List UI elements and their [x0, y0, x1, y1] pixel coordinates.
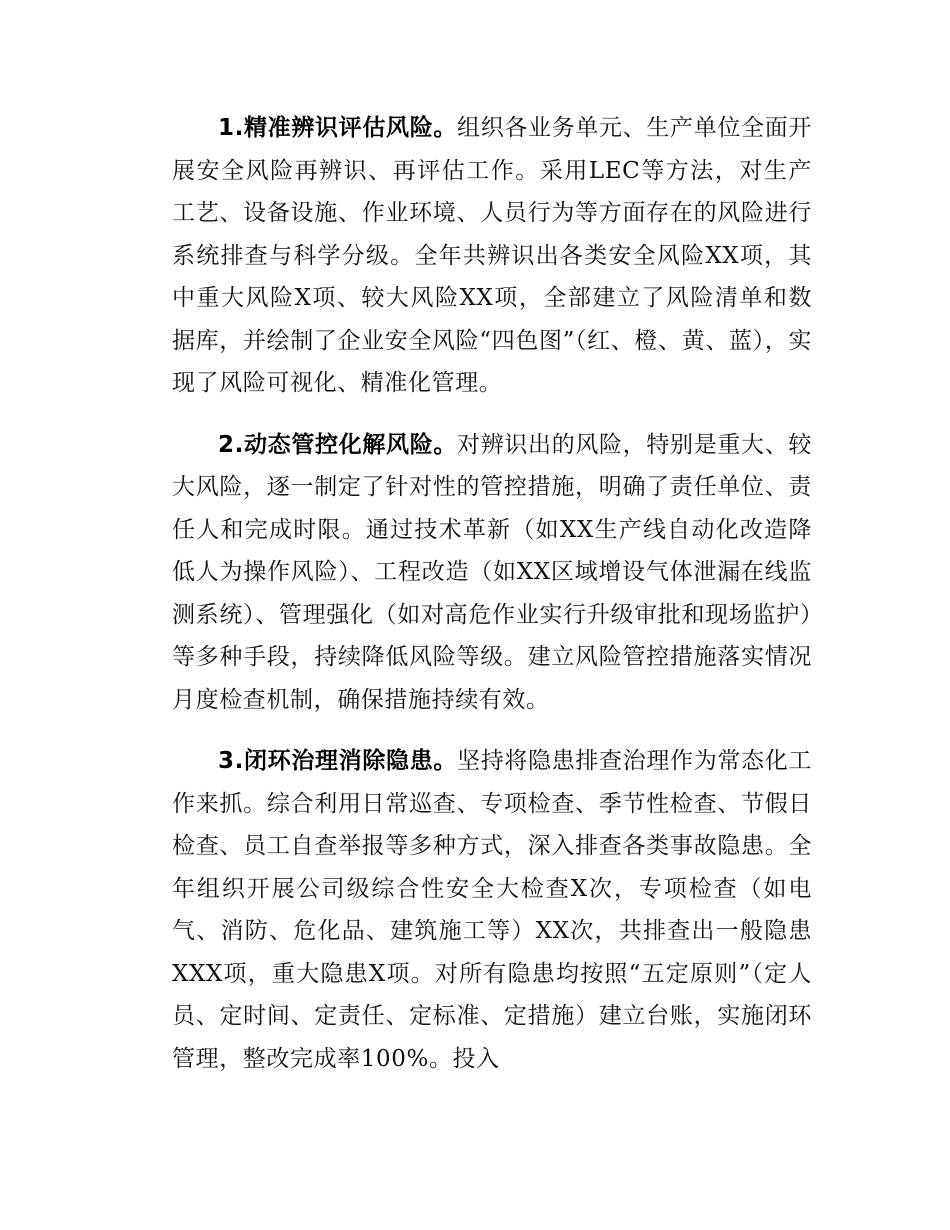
paragraph-heading: 1.精准辨识评估风险。 — [218, 115, 458, 141]
paragraph-text: 对辨识出的风险，特别是重大、较大风险，逐一制定了针对性的管控措施，明确了责任单位、责任人和完成时限。通过技术革新（如XX生产线自动化改造降低人为操作风险）、工程改造（如XX区域增设气体泄漏在线监测系统）、管理强化（如对高危作业实行升级审批和现场监护）等多种手段，持续降低风险等级。建立风险管控措施落实情况月度检查机制，确保措施持续有效。 — [172, 431, 812, 713]
paragraph-text: 组织各业务单元、生产单位全面开展安全风险再辨识、再评估工作。采用LEC等方法，对生产工艺、设备设施、作业环境、人员行为等方面存在的风险进行系统排查与科学分级。全年共辨识出各类安全风险XX项，其中重大风险X项、较大风险XX项，全部建立了风险清单和数据库，并绘制了企业安全风险“四色图”（红、橙、黄、蓝），实现了风险可视化、精准化管理。 — [172, 115, 812, 396]
paragraph-risk-control — [172, 424, 812, 722]
paragraph-hazard-governance — [172, 740, 812, 1080]
paragraph-text: 坚持将隐患排查治理作为常态化工作来抓。综合利用日常巡查、专项检查、季节性检查、节假日检查、员工自查举报等多种方式，深入排查各类事故隐患。全年组织开展公司级综合性安全大检查X次，专项检查（如电气、消防、危化品、建筑施工等）XX次，共排查出一般隐患XXX项，重大隐患X项。对所有隐患均按照“五定原则”（定人员、定时间、定责任、定标准、定措施）建立台账，实施闭环管理，整改完成率100%。投入 — [172, 748, 812, 1072]
paragraph-heading: 3.闭环治理消除隐患。 — [218, 748, 458, 774]
paragraph-risk-identification — [172, 107, 812, 405]
document-body — [172, 107, 812, 1099]
paragraph-heading: 2.动态管控化解风险。 — [218, 431, 458, 458]
